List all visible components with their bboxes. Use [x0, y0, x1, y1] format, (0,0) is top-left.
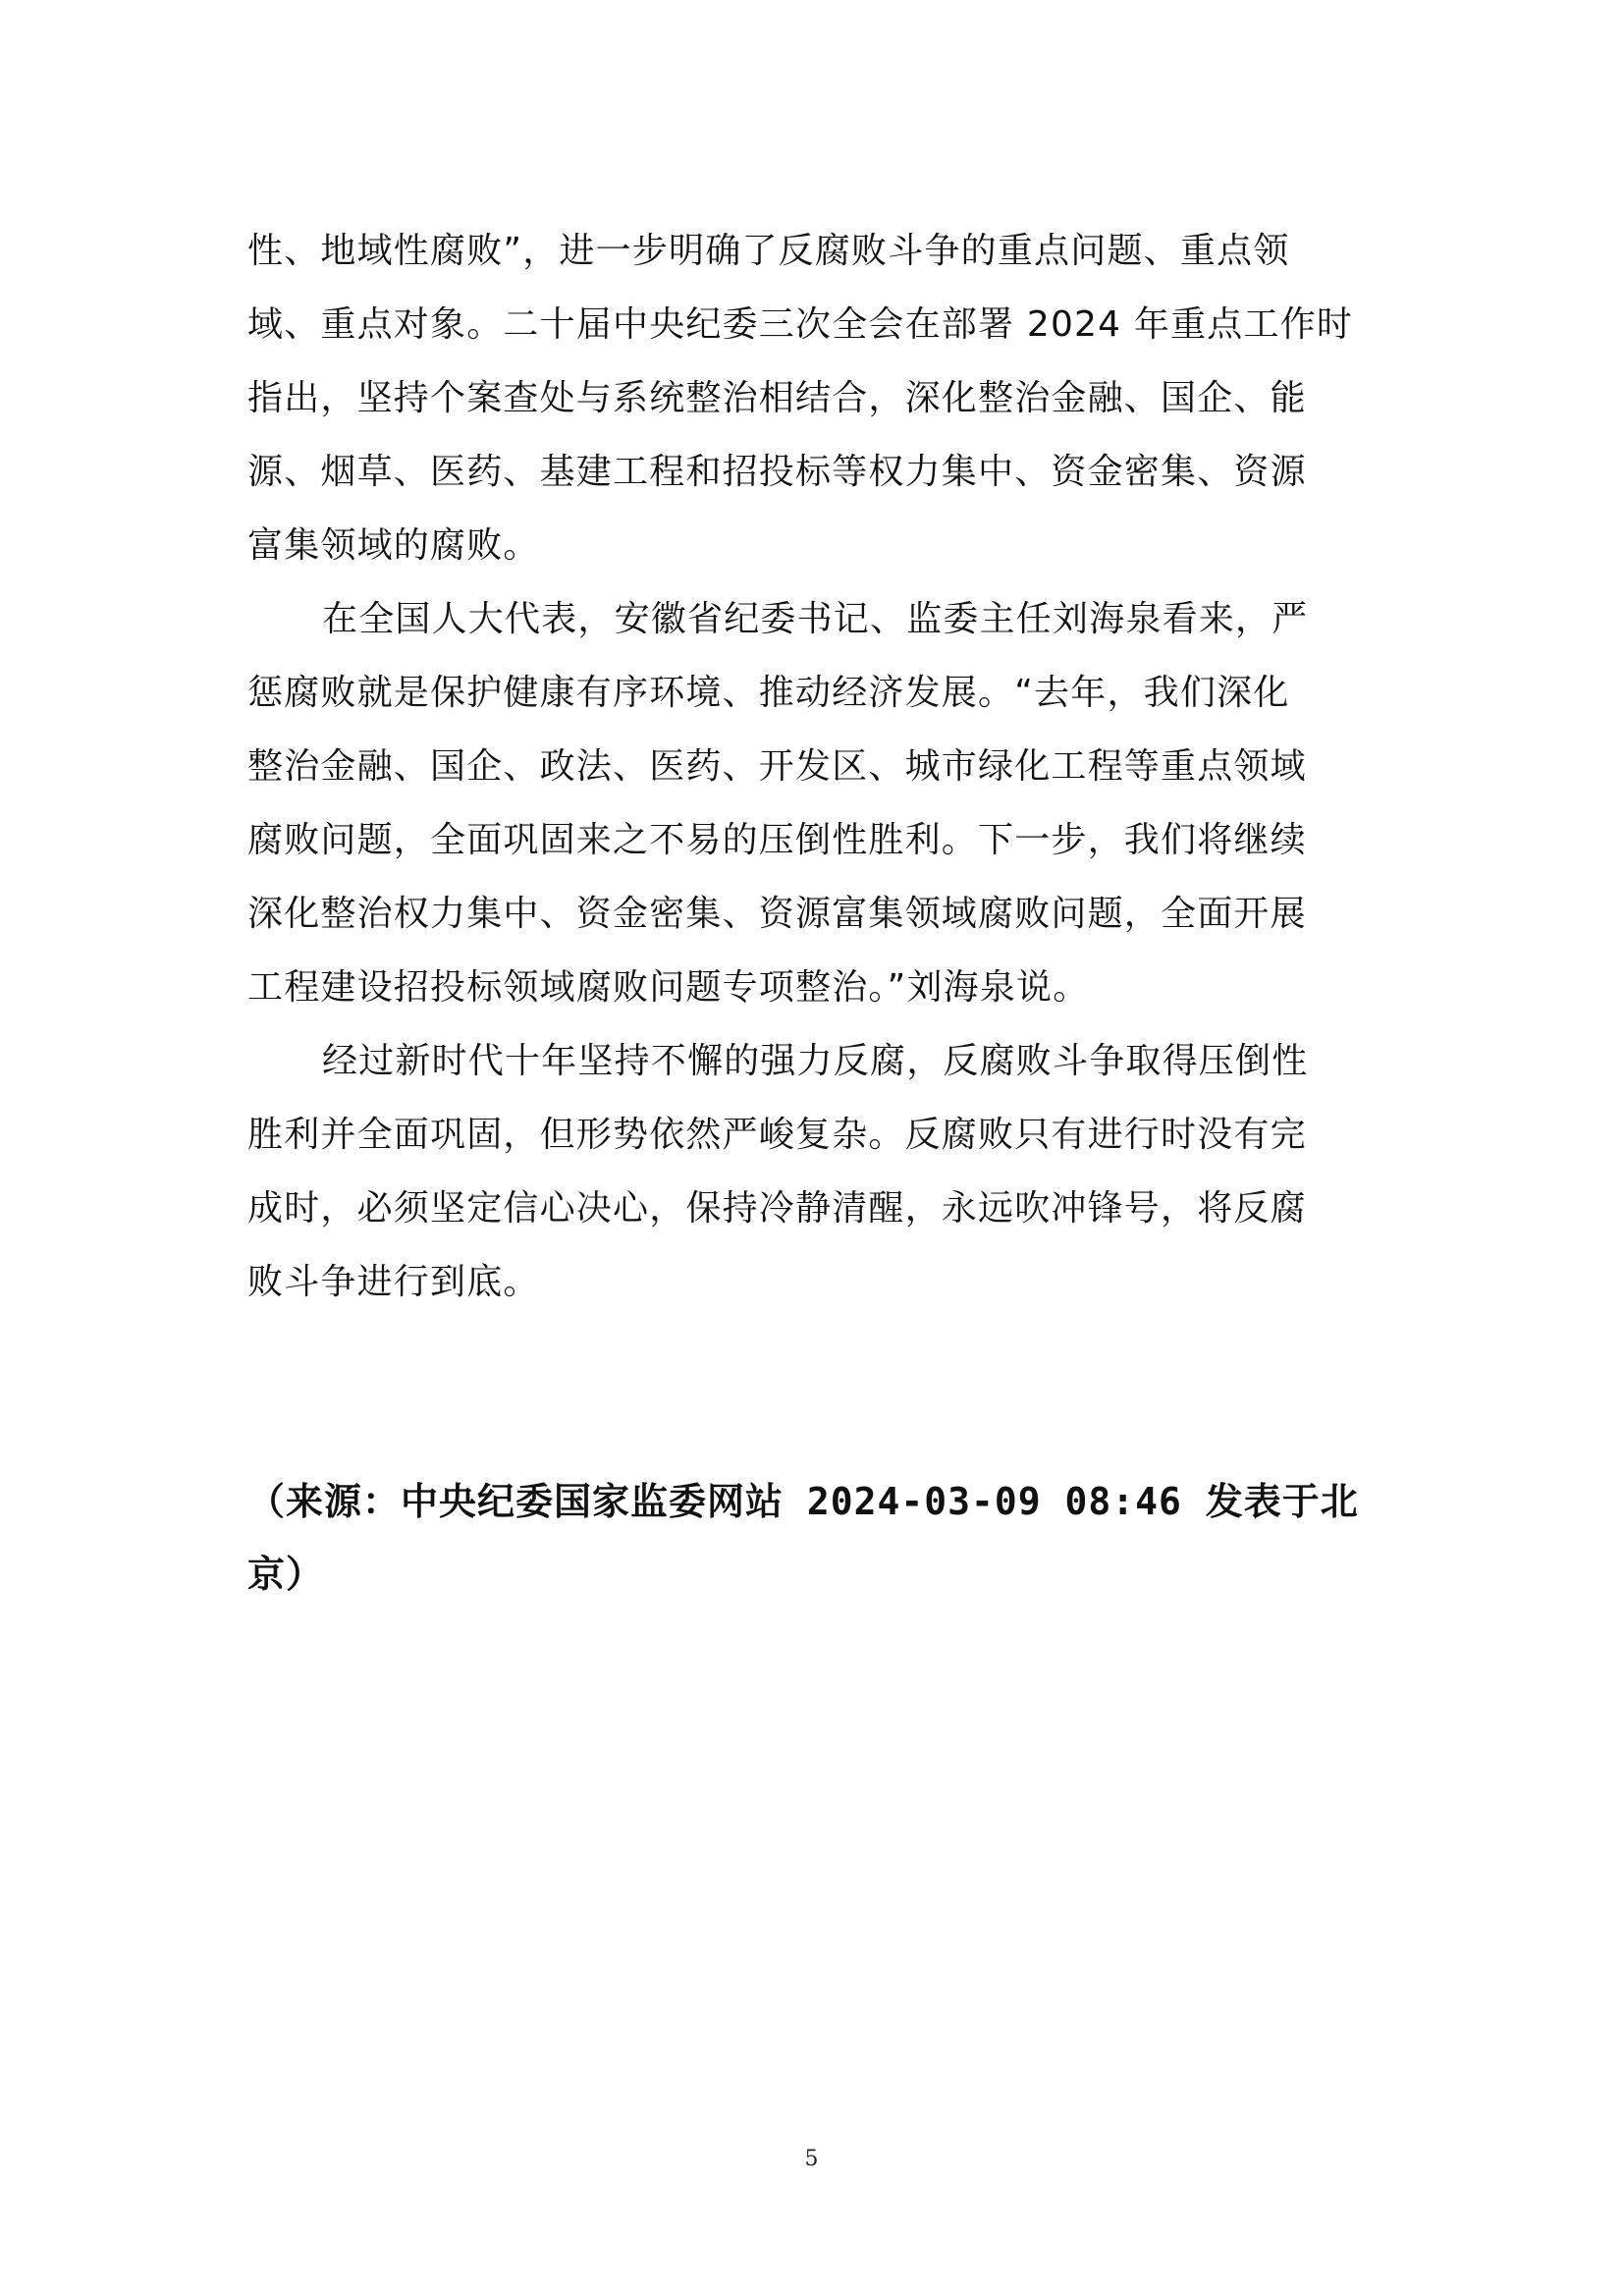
source-note-line-2: 京）: [247, 1553, 325, 1596]
paragraph-1-line-5: 富集领域的腐败。: [247, 525, 540, 566]
source-note-line-1: （来源：中央纪委国家监委网站 2024-03-09 08:46 发表于北: [247, 1480, 1359, 1523]
paragraph-1-line-2: 域、重点对象。二十届中央纪委三次全会在部署 2024 年重点工作时: [247, 304, 1354, 345]
article-body: [247, 214, 1386, 1319]
source-note: [247, 1465, 1386, 1611]
paragraph-1-line-1: 性、地域性腐败”，进一步明确了反腐败斗争的重点问题、重点领: [247, 231, 1290, 271]
paragraph-1-line-4: 源、烟草、医药、基建工程和招投标等权力集中、资金密集、资源: [247, 452, 1307, 492]
paragraph-1-line-3: 指出，坚持个案查处与系统整治相结合，深化整治金融、国企、能: [247, 378, 1307, 418]
paragraph-3-line-3: 成时，必须坚定信心决心，保持冷静清醒，永远吹冲锋号，将反腐: [247, 1188, 1307, 1229]
paragraph-3-line-2: 胜利并全面巩固，但形势依然严峻复杂。反腐败只有进行时没有完: [247, 1115, 1307, 1155]
paragraph-2-line-5: 深化整治权力集中、资金密集、资源富集领域腐败问题，全面开展: [247, 894, 1307, 934]
paragraph-3-line-1: 经过新时代十年坚持不懈的强力反腐，反腐败斗争取得压倒性: [322, 1041, 1309, 1081]
page-number: 5: [804, 2147, 819, 2171]
paragraph-2-line-2: 惩腐败就是保护健康有序环境、推动经济发展。“去年，我们深化: [247, 673, 1290, 713]
paragraph-2-line-6: 工程建设招投标领域腐败问题专项整治。”刘海泉说。: [247, 967, 1090, 1008]
paragraph-2-line-3: 整治金融、国企、政法、医药、开发区、城市绿化工程等重点领域: [247, 746, 1307, 787]
paragraph-2-line-4: 腐败问题，全面巩固来之不易的压倒性胜利。下一步，我们将继续: [247, 820, 1307, 860]
paragraph-3-line-4: 败斗争进行到底。: [247, 1262, 540, 1302]
paragraph-2-line-1: 在全国人大代表，安徽省纪委书记、监委主任刘海泉看来，严: [322, 599, 1309, 639]
